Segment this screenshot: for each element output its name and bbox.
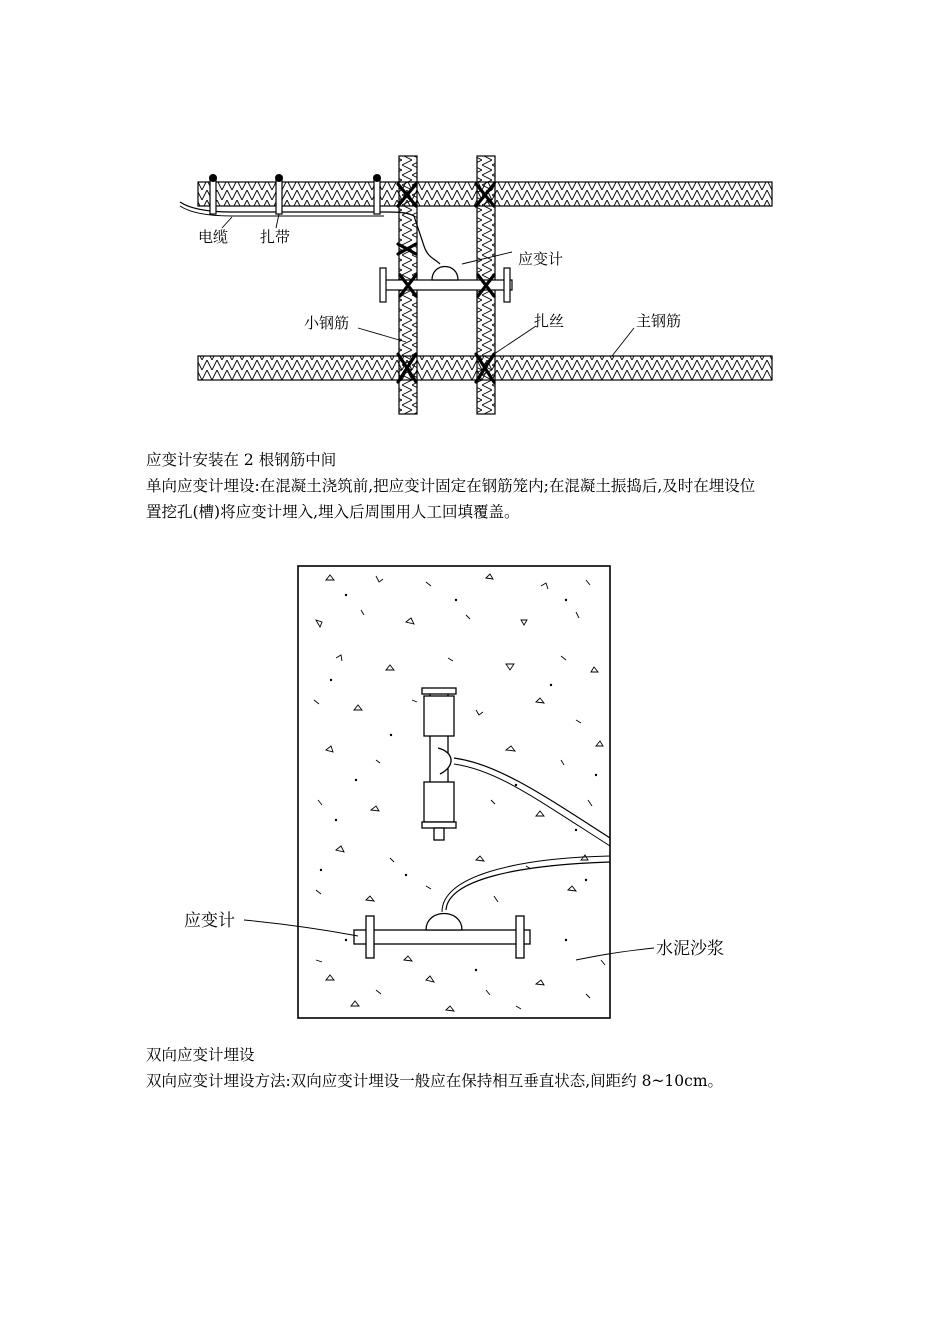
- rebar-diagram: [172, 140, 792, 420]
- paragraph-uniaxial-line1: 单向应变计埋设:在混凝土浇筑前,把应变计固定在钢筋笼内;在混凝土振捣后,及时在埋设位: [146, 477, 756, 495]
- paragraph-uniaxial-line2: 置挖孔(槽)将应变计埋入,埋入后周围用人工回填覆盖。: [146, 503, 520, 521]
- label-tie: 扎带: [260, 228, 291, 246]
- label-cement-mortar: 水泥沙浆: [656, 939, 724, 959]
- mortar-diagram: [176, 560, 766, 1030]
- label-cable: 电缆: [198, 228, 229, 246]
- label-small-rebar: 小钢筋: [304, 314, 350, 332]
- label-strain-gauge-2: 应变计: [184, 911, 235, 931]
- cable-tie-1: [209, 174, 217, 214]
- figure-rebar-installation: [172, 140, 792, 420]
- caption-installation: 应变计安装在 2 根钢筋中间: [146, 451, 337, 469]
- label-strain-gauge: 应变计: [518, 250, 564, 268]
- label-tie-wire: 扎丝: [534, 312, 565, 330]
- caption-biaxial: 双向应变计埋设: [146, 1046, 255, 1064]
- label-main-rebar: 主钢筋: [636, 312, 682, 330]
- cable-tie-3: [373, 174, 381, 214]
- paragraph-biaxial-line1: 双向应变计埋设方法:双向应变计埋设一般应在保持相互垂直状态,间距约 8~10cm。: [146, 1072, 724, 1090]
- cable-tie-2: [275, 174, 283, 214]
- figure-biaxial-gauge: [176, 560, 766, 1030]
